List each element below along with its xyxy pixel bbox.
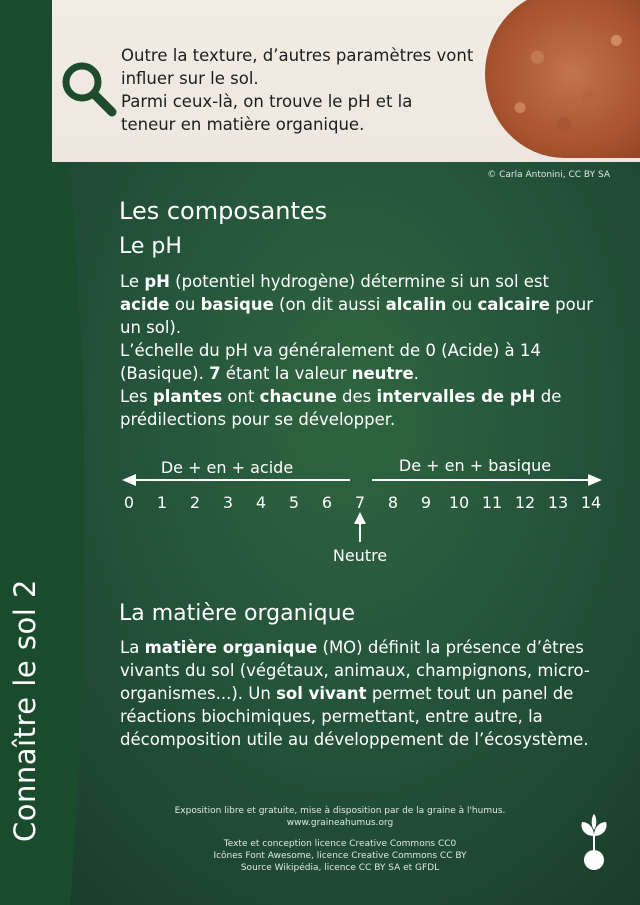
- intro-line: teneur en matière organique.: [121, 115, 365, 134]
- sprout-logo-icon: [574, 812, 614, 872]
- scale-tick-label: 11: [481, 493, 503, 512]
- ph-paragraph: [120, 270, 600, 431]
- ph-p3: Les plantes ont chacune des intervalles de pH de prédilections pour se développer.: [120, 387, 562, 429]
- mo-title: La matière organique: [119, 601, 356, 626]
- intro-text: [121, 44, 491, 136]
- intro-line: influer sur le sol.: [121, 69, 259, 88]
- mo-paragraph: [120, 636, 606, 751]
- basic-arrow-head: [588, 474, 602, 486]
- soil-photo: [485, 0, 640, 158]
- photo-credit: © Carla Antonini, CC BY SA: [487, 170, 610, 180]
- acid-arrow-head: [122, 474, 136, 486]
- scale-tick-label: 5: [288, 493, 300, 512]
- basic-label: De + en + basique: [398, 456, 552, 475]
- scale-tick-label: 3: [222, 493, 234, 512]
- scale-tick-label: 0: [123, 493, 135, 512]
- scale-tick-label: 4: [255, 493, 267, 512]
- scale-tick-label: 12: [514, 493, 536, 512]
- scale-tick-label: 6: [321, 493, 333, 512]
- intro-line: Parmi ceux-là, on trouve le pH et la: [121, 92, 413, 111]
- scale-tick-label: 14: [580, 493, 602, 512]
- footer-link[interactable]: www.graineahumus.org: [286, 818, 394, 828]
- neutral-label: Neutre: [332, 546, 388, 565]
- ph-p2: L’échelle du pH va généralement de 0 (Acide) à 14 (Basique). 7 étant la valeur neutre.: [120, 341, 541, 383]
- scale-tick-label: 8: [387, 493, 399, 512]
- neutral-arrow-head: [354, 512, 366, 524]
- ph-p1: Le pH (potentiel hydrogène) détermine si un sol est acide ou basique (on dit aussi alcalin ou calcaire pour un sol).: [120, 272, 593, 337]
- ph-scale: [110, 450, 610, 580]
- footer-line: Texte et conception licence Creative Commons CC0: [223, 839, 457, 849]
- ph-title: Le pH: [119, 234, 182, 259]
- footer: [160, 805, 520, 874]
- scale-tick-label: 13: [547, 493, 569, 512]
- vertical-title: Connaître le sol 2: [8, 579, 42, 842]
- scale-tick-label: 1: [156, 493, 168, 512]
- footer-line: Source Wikipédia, licence CC BY SA et GFDL: [240, 863, 440, 873]
- section-title: Les composantes: [119, 197, 328, 225]
- intro-line: Outre la texture, d’autres paramètres vont: [121, 46, 474, 65]
- scale-tick-label: 9: [420, 493, 432, 512]
- scale-tick-label: 10: [448, 493, 470, 512]
- search-icon: [60, 60, 118, 118]
- footer-line: Icônes Font Awesome, licence Creative Commons CC BY: [213, 851, 467, 861]
- acid-label: De + en + acide: [160, 458, 294, 477]
- scale-tick-label: 7: [354, 493, 366, 512]
- scale-ticks: [124, 493, 601, 512]
- scale-tick-label: 2: [189, 493, 201, 512]
- mo-p1: La matière organique (MO) définit la présence d’êtres vivants du sol (végétaux, animaux, champignons, micro-organismes...). Un sol vivant permet tout un panel de réactions biochimiques, permettant, entre autre, la décomposition utile au développement de l’écosystème.: [120, 638, 590, 749]
- footer-line: Exposition libre et gratuite, mise à disposition par de la graine à l'humus.: [174, 806, 506, 816]
